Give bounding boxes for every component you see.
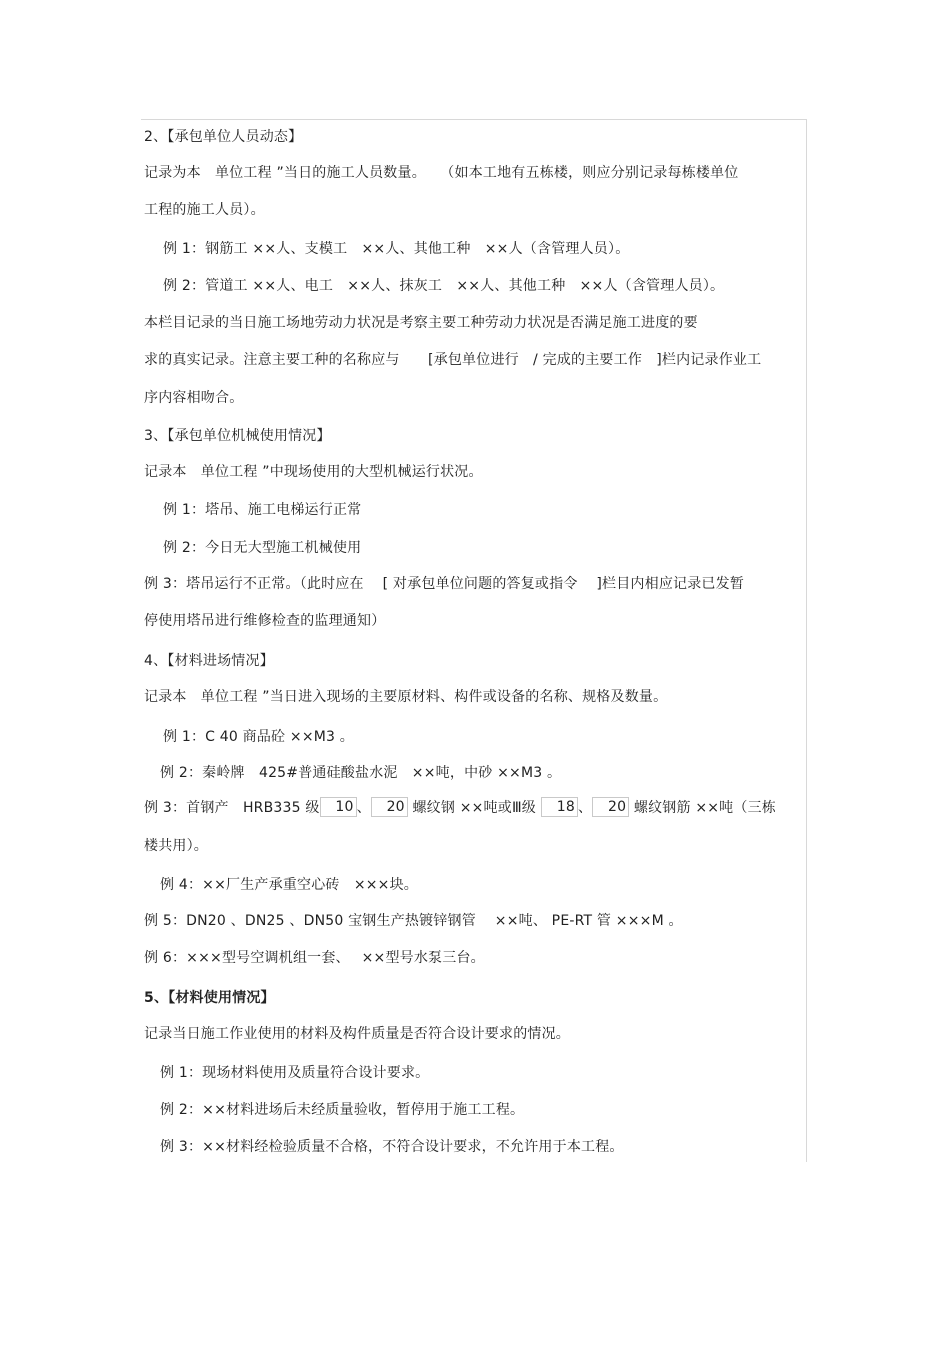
section-heading-3: 3、【承包单位机械使用情况】 — [144, 428, 331, 444]
example-line: 例 3：××材料经检验质量不合格，不符合设计要求，不允许用于本工程。 — [160, 1139, 624, 1155]
example-line: 例 2：管道工 ××人、电工 ××人、抹灰工 ××人、其他工种 ××人（含管理人员）。 — [163, 278, 725, 294]
example-line: 例 3：塔吊运行不正常。（此时应在 [ 对承包单位问题的答复或指令 ]栏目内相应记录已发暂 — [144, 576, 745, 592]
rebar-size-box: 20 — [592, 797, 629, 817]
rebar-prefix: 例 3：首钢产 HRB335 级 — [144, 800, 320, 816]
paragraph-line: 记录本 单位工程 ”中现场使用的大型机械运行状况。 — [144, 464, 483, 480]
rebar-middle-text: 螺纹钢 ××吨或Ⅲ级 — [407, 800, 537, 816]
rebar-separator: 、 — [578, 800, 593, 816]
example-line: 例 2：秦岭牌 425#普通硅酸盐水泥 ××吨，中砂 ××M3 。 — [160, 765, 562, 781]
example-line: 例 6：×××型号空调机组一套、 ××型号水泵三台。 — [144, 950, 485, 966]
example-line: 例 5：DN20 、DN25 、DN50 宝钢生产热镀锌钢管 ××吨、 PE-RT 管 ×××M 。 — [144, 913, 683, 929]
paragraph-line: 楼共用）。 — [144, 838, 208, 854]
paragraph-line: 本栏目记录的当日施工场地劳动力状况是考察主要工种劳动力状况是否满足施工进度的要 — [144, 315, 698, 331]
section-heading-5: 5、【材料使用情况】 — [144, 990, 275, 1006]
rebar-separator: 、 — [356, 800, 371, 816]
example-line-rebar — [144, 798, 776, 818]
section-heading-4: 4、【材料进场情况】 — [144, 653, 274, 669]
example-line: 例 1：C 40 商品砼 ××M3 。 — [163, 729, 354, 745]
example-line: 例 1：现场材料使用及质量符合设计要求。 — [160, 1065, 430, 1081]
rebar-size-box: 20 — [371, 797, 408, 817]
rebar-tail-text: 螺纹钢筋 ××吨（三栋 — [629, 800, 776, 816]
paragraph-line: 工程的施工人员）。 — [144, 202, 265, 218]
section-heading-2: 2、【承包单位人员动态】 — [144, 129, 303, 145]
paragraph-line: 序内容相吻合。 — [144, 390, 244, 406]
rebar-size-box: 10 — [320, 797, 357, 817]
example-line: 例 2：今日无大型施工机械使用 — [163, 540, 362, 556]
paragraph-line: 记录为本 单位工程 ”当日的施工人员数量。 （如本工地有五栋楼，则应分别记录每栋楼单位 — [144, 165, 739, 181]
example-line: 例 1：钢筋工 ××人、支模工 ××人、其他工种 ××人（含管理人员）。 — [163, 241, 630, 257]
example-line: 例 2：××材料进场后未经质量验收，暂停用于施工工程。 — [160, 1102, 525, 1118]
paragraph-line: 记录当日施工作业使用的材料及构件质量是否符合设计要求的情况。 — [144, 1026, 570, 1042]
paragraph-line: 记录本 单位工程 ”当日进入现场的主要原材料、构件或设备的名称、规格及数量。 — [144, 689, 668, 705]
example-line: 例 4：××厂生产承重空心砖 ×××块。 — [160, 877, 419, 893]
example-line: 例 1：塔吊、施工电梯运行正常 — [163, 502, 362, 518]
rebar-size-box: 18 — [541, 797, 578, 817]
paragraph-line: 停使用塔吊进行维修检查的监理通知） — [144, 613, 386, 629]
paragraph-line: 求的真实记录。注意主要工种的名称应与 [承包单位进行 / 完成的主要工作 ]栏内记录作业工 — [144, 352, 762, 368]
